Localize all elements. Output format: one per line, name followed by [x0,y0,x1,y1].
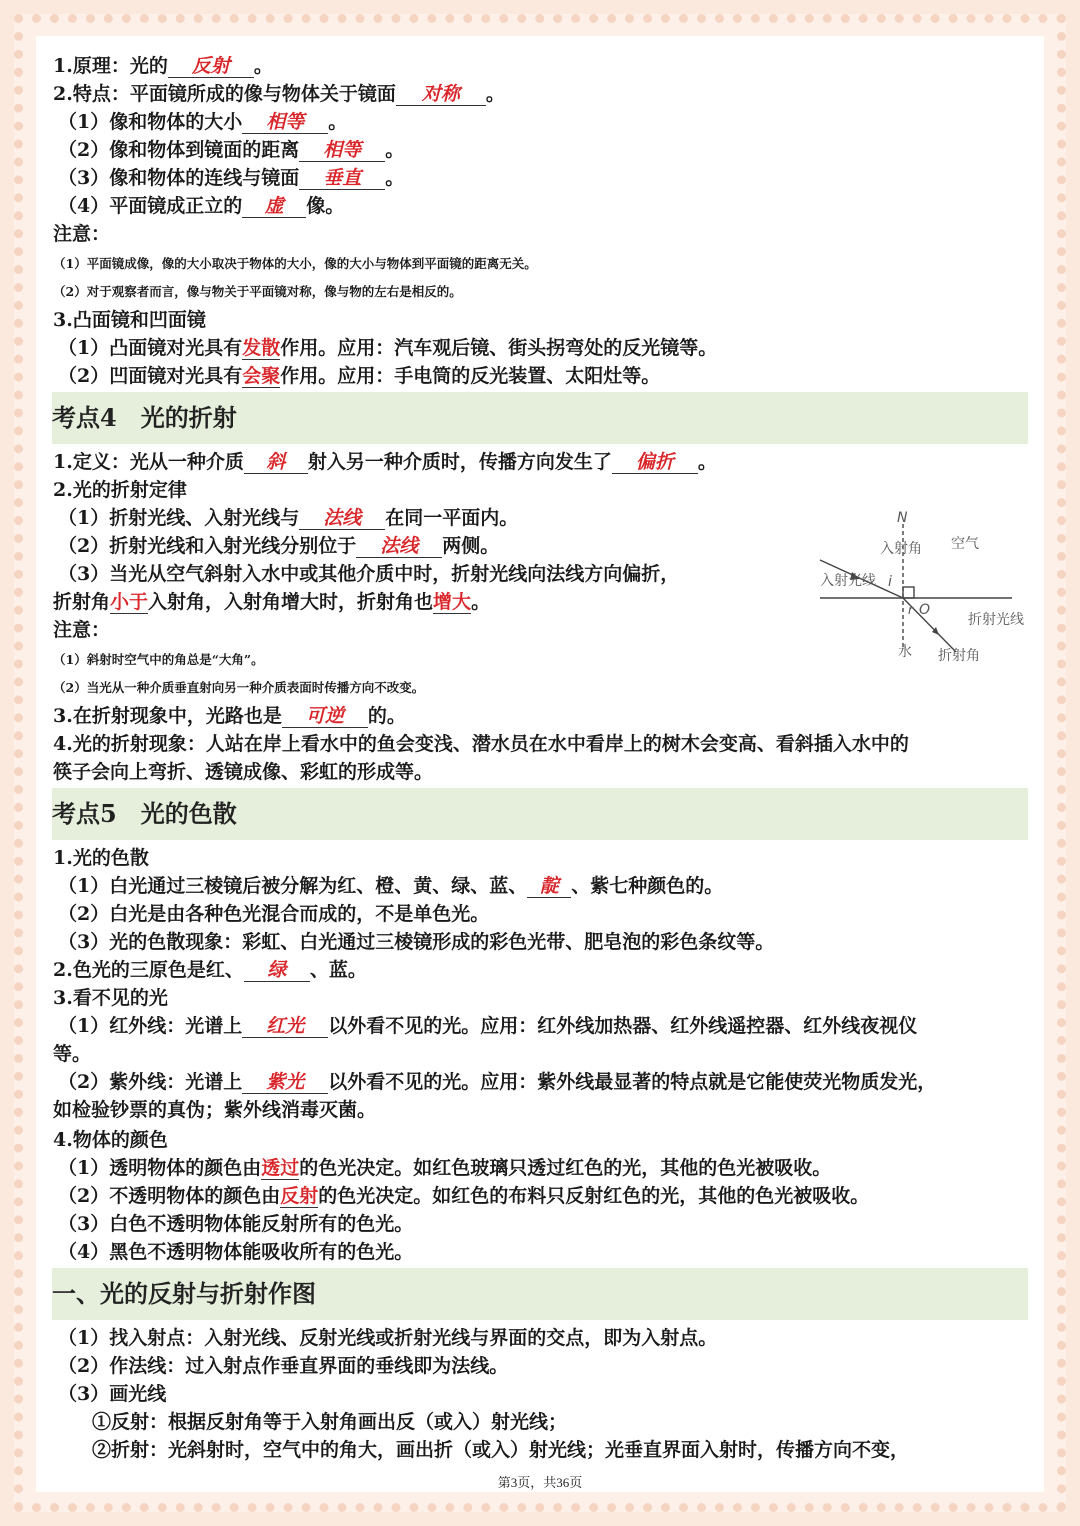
answer-blank: 紫光 [242,1071,328,1094]
note-heading: 注意： [53,619,111,641]
answer-blank: 相等 [242,111,328,134]
answer-underline: 会聚 [242,365,281,387]
principle-line: 1.原理：光的 反射 。 [53,55,273,77]
concave-mirror-line: （2）凹面镜对光具有会聚作用。应用：手电筒的反光装置、太阳灶等。 [58,365,661,387]
answer-blank: 垂直 [299,167,385,190]
dispersion-item-3: （3）光的色散现象：彩虹、白光通过三棱镜形成的彩色光带、肥皂泡的彩色条纹等。 [58,931,775,953]
color-item-3: （3）白色不透明物体能反射所有的色光。 [58,1213,414,1235]
answer-blank: 绿 [244,959,310,982]
section-heading-band [52,788,1028,840]
subsection-title: 2.光的折射定律 [53,479,187,501]
dispersion-item-2: （2）白光是由各种色光混合而成的，不是单色光。 [58,903,490,925]
answer-blank: 相等 [299,139,385,162]
answer-blank: 靛 [527,875,571,898]
answer-blank: 法线 [356,535,442,558]
drawing-substep-1: ①反射：根据反射角等于入射角画出反（或入）射光线； [92,1411,568,1433]
primary-colors-line: 2.色光的三原色是红、 绿 、蓝。 [53,959,367,981]
subsection-title: 4.物体的颜色 [53,1129,168,1151]
convex-mirror-line: （1）凸面镜对光具有发散作用。应用：汽车观后镜、街头拐弯处的反光镜等。 [58,337,718,359]
law-item-1: （1）折射光线、入射光线与 法线 在同一平面内。 [58,507,519,529]
drawing-step-1: （1）找入射点：入射光线、反射光线或折射光线与界面的交点，即为入射点。 [58,1327,718,1349]
subsection-title: 3.看不见的光 [53,987,168,1009]
feature-line: 2.特点：平面镜所成的像与物体关于镜面 对称 。 [53,83,505,105]
drawing-step-2: （2）作法线：过入射点作垂直界面的垂线即为法线。 [58,1355,509,1377]
refracted-ray-label: 折射光线 [968,612,1024,628]
phenomena-line-cont: 筷子会向上弯折、透镜成像、彩虹的形成等。 [53,761,434,783]
refraction-diagram [776,510,1024,664]
answer-blank: 反射 [168,55,254,78]
document-page [36,36,1044,1492]
feature-item-2: （2）像和物体到镜面的距离 相等 。 [58,139,405,161]
drawing-substep-2: ②折射：光斜射时，空气中的角大，画出折（或入）射光线；光垂直界面入射时，传播方向不变， [92,1439,910,1461]
answer-underline: 发散 [242,337,281,359]
right-angle-mark [903,587,914,598]
ultraviolet-line-cont: 如检验钞票的真伪；紫外线消毒灭菌。 [53,1099,377,1121]
feature-item-3: （3）像和物体的连线与镜面 垂直 。 [58,167,405,189]
section-heading-band [52,392,1028,444]
note-item: （1）平面镜成像，像的大小取决于物体的大小，像的大小与物体到平面镜的距离无关。 [53,256,537,271]
incidence-angle-label: 入射角 [880,541,922,557]
definition-line: 1.定义：光从一种介质 斜 射入另一种介质时，传播方向发生了 偏折 。 [53,451,717,473]
i-label: i [888,574,892,590]
infrared-line-cont: 等。 [53,1043,92,1065]
feature-item-1: （1）像和物体的大小 相等 。 [58,111,348,133]
answer-underline: 反射 [280,1185,319,1207]
answer-underline: 透过 [261,1157,300,1179]
infrared-line: （1）红外线：光谱上 红光 以外看不见的光。应用：红外线加热器、红外线遥控器、红外线夜视仪 [58,1015,918,1037]
answer-blank: 斜 [244,451,308,474]
air-label: 空气 [951,536,979,552]
dispersion-item-1: （1）白光通过三棱镜后被分解为红、橙、黄、绿、蓝、 靛 、紫七种颜色的。 [58,875,724,897]
incident-ray-label: 入射光线 [820,573,876,589]
answer-blank: 可逆 [282,705,368,728]
answer-underline: 小于 [110,591,149,613]
law-item-2: （2）折射光线和入射光线分别位于 法线 两侧。 [58,535,500,557]
water-label: 水 [898,644,912,660]
reversible-line: 3.在折射现象中，光路也是 可逆 的。 [53,705,406,727]
section-heading: 考点5 光的色散 [52,799,237,828]
law-item-3: （3）当光从空气斜射入水中或其他介质中时，折射光线向法线方向偏折， [58,563,680,585]
phenomena-line: 4.光的折射现象：人站在岸上看水中的鱼会变浅、潜水员在水中看岸上的树木会变高、看斜插入水中的 [53,733,909,755]
subsection-title: 3.凸面镜和凹面镜 [53,309,206,331]
r-label: r [908,603,913,617]
color-item-4: （4）黑色不透明物体能吸收所有的色光。 [58,1241,414,1263]
answer-blank: 法线 [299,507,385,530]
refraction-angle-label: 折射角 [938,648,980,664]
ultraviolet-line: （2）紫外线：光谱上 紫光 以外看不见的光。应用：紫外线最显著的特点就是它能使荧光物质发光， [58,1071,937,1093]
section-heading: 考点4 光的折射 [52,403,237,432]
note-heading: 注意： [53,223,111,245]
o-label: O [919,602,931,618]
answer-blank: 虚 [242,195,306,218]
note-item: （2）当光从一种介质垂直射向另一种介质表面时传播方向不改变。 [53,680,425,695]
section-heading-band [52,1268,1028,1320]
page-number: 第3页，共36页 [497,1475,583,1490]
color-item-2: （2）不透明物体的颜色由反射的色光决定。如红色的布料只反射红色的光，其他的色光被吸收。 [58,1185,870,1207]
subsection-title: 1.光的色散 [53,847,149,869]
answer-blank: 红光 [242,1015,328,1038]
answer-blank: 对称 [396,83,486,106]
law-item-3-cont: 折射角小于入射角，入射角增大时，折射角也增大。 [53,591,491,613]
color-item-1: （1）透明物体的颜色由透过的色光决定。如红色玻璃只透过红色的光，其他的色光被吸收。 [58,1157,832,1179]
note-item: （2）对于观察者而言，像与物关于平面镜对称，像与物的左右是相反的。 [53,284,462,299]
note-item: （1）斜射时空气中的角总是“大角”。 [53,652,264,667]
feature-item-4: （4）平面镜成正立的 虚 像。 [58,195,345,217]
answer-underline: 增大 [433,591,472,613]
normal-label: N [897,510,908,526]
drawing-step-3: （3）画光线 [58,1383,167,1405]
answer-blank: 偏折 [612,451,698,474]
section-heading: 一、光的反射与折射作图 [52,1279,316,1308]
